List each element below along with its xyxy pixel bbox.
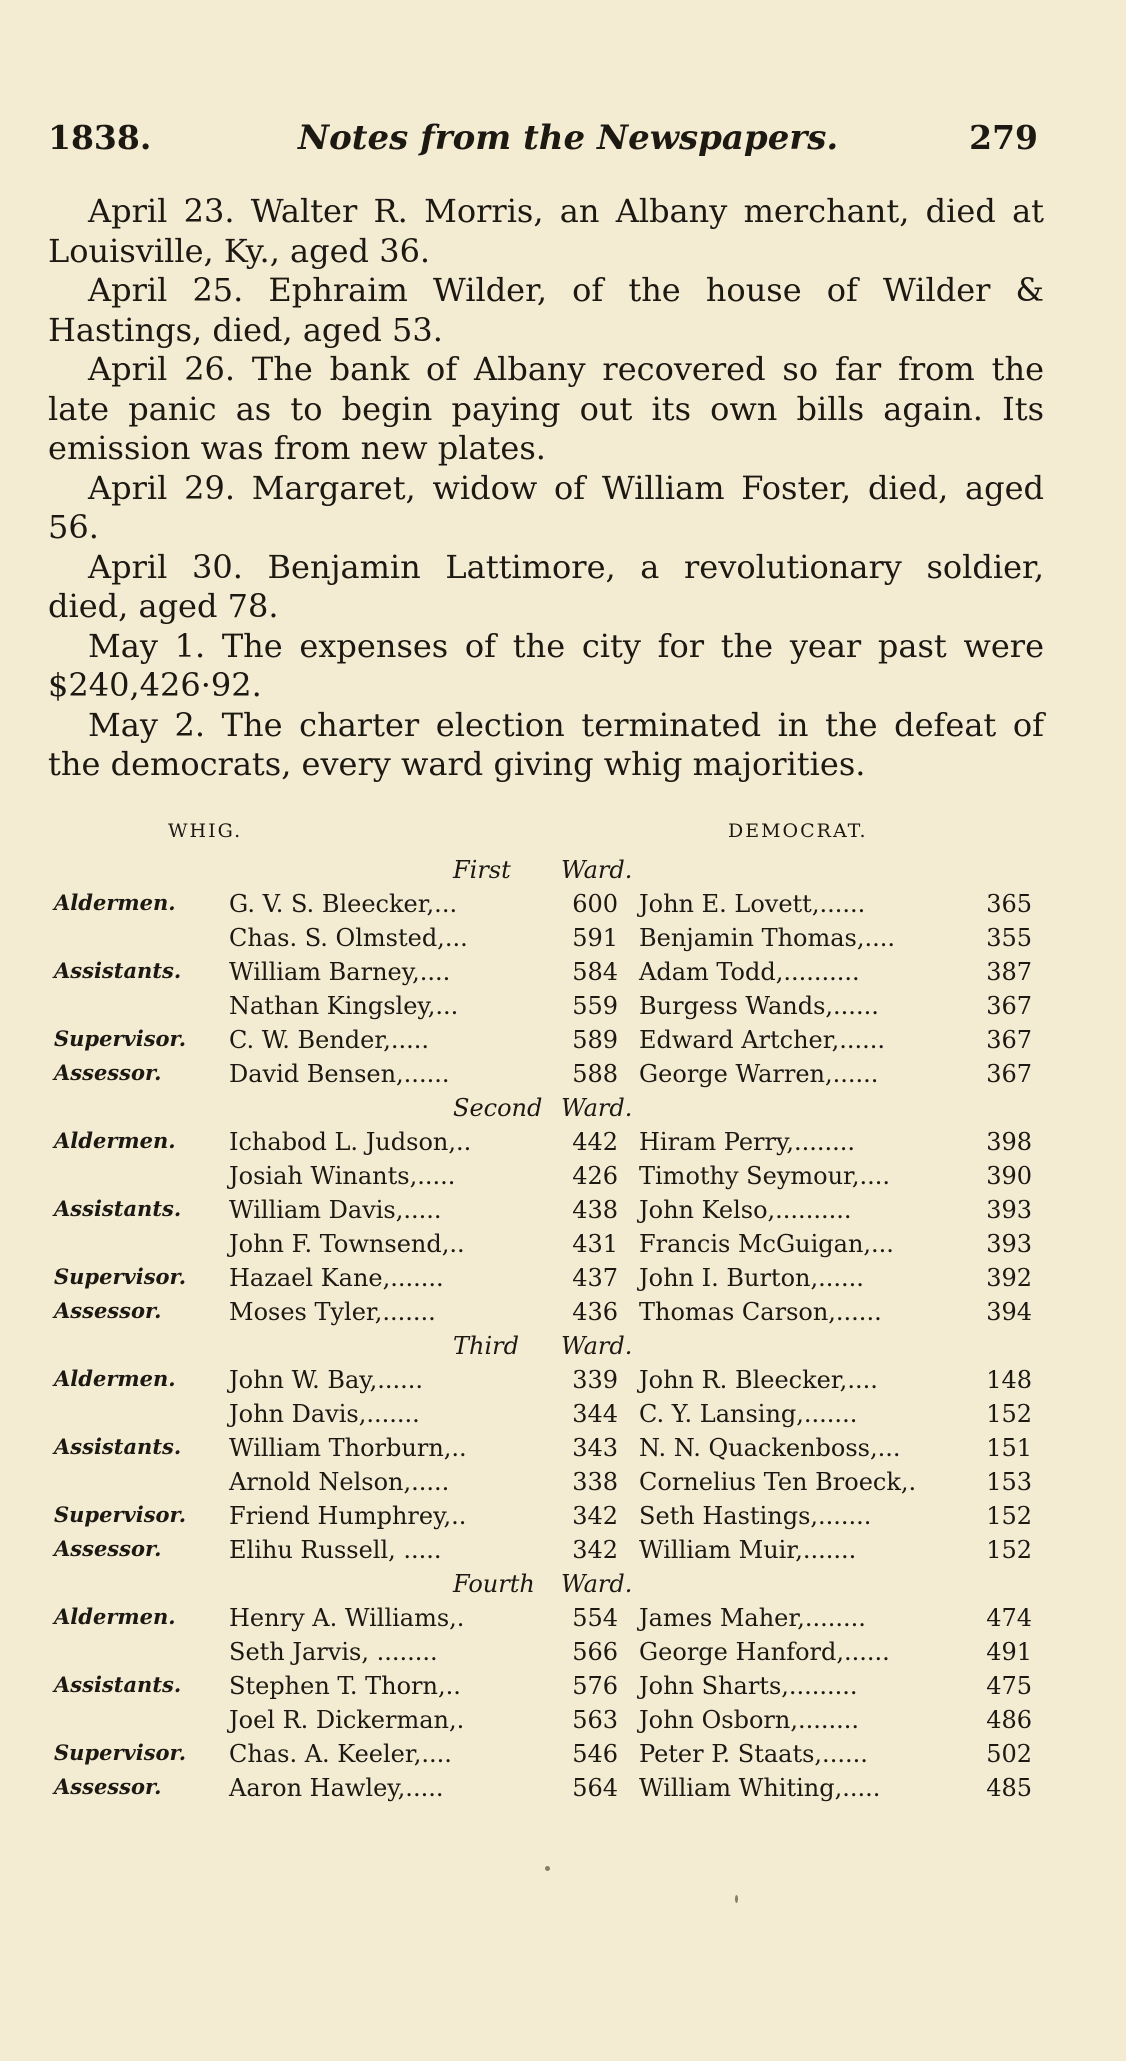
table-row (48, 1534, 1048, 1568)
democrat-candidate: Peter P. Staats,...... (639, 1740, 868, 1768)
democrat-candidate: George Hanford,...... (639, 1638, 890, 1666)
office-label: Supervisor. (54, 1740, 186, 1765)
democrat-votes: 365 (986, 890, 1032, 918)
whig-candidate: Henry A. Williams,. (229, 1604, 465, 1632)
democrat-votes: 475 (986, 1672, 1032, 1700)
whig-votes: 566 (572, 1638, 618, 1666)
whig-votes: 339 (572, 1366, 618, 1394)
body-text (48, 192, 1044, 785)
democrat-votes: 485 (986, 1774, 1032, 1802)
democrat-candidate: John I. Burton,...... (639, 1264, 864, 1292)
table-row (48, 922, 1048, 956)
office-label: Assessor. (54, 1536, 162, 1561)
table-row (48, 1602, 1048, 1636)
table-row (48, 1126, 1048, 1160)
table-row (48, 1772, 1048, 1806)
democrat-candidate: Seth Hastings,....... (639, 1502, 872, 1530)
whig-candidate: Josiah Winants,..... (229, 1162, 456, 1190)
office-label: Aldermen. (54, 1366, 176, 1391)
paragraph: April 26. The bank of Albany recovered so far from the late panic as to begin paying out its own bills again. Its emission was from new plates. (48, 350, 1044, 467)
office-label: Assistants. (54, 1196, 182, 1221)
democrat-votes: 393 (986, 1230, 1032, 1258)
ward-title: Fourth Ward. (453, 1570, 633, 1598)
democrat-votes: 152 (986, 1536, 1032, 1564)
democrat-votes: 486 (986, 1706, 1032, 1734)
table-row (48, 956, 1048, 990)
paragraph: April 25. Ephraim Wilder, of the house of Wilder & Hastings, died, aged 53. (48, 271, 1044, 349)
table-row (48, 1262, 1048, 1296)
whig-candidate: Hazael Kane,....... (229, 1264, 444, 1292)
whig-votes: 342 (572, 1502, 618, 1530)
office-label: Assessor. (54, 1298, 162, 1323)
democrat-votes: 367 (986, 992, 1032, 1020)
democrat-candidate: John Kelso,.......... (639, 1196, 852, 1224)
header-title: Notes from the Newspapers. (298, 118, 839, 158)
ward-fourth (48, 1568, 1048, 1806)
democrat-candidate: John Osborn,........ (639, 1706, 860, 1734)
paragraph: May 1. The expenses of the city for the year past were $240,426·92. (48, 626, 1044, 704)
democrat-candidate: Benjamin Thomas,.... (639, 924, 896, 952)
whig-column-header: WHIG. (168, 820, 243, 842)
table-row (48, 1704, 1048, 1738)
table-row (48, 1364, 1048, 1398)
table-row (48, 1160, 1048, 1194)
whig-votes: 584 (572, 958, 618, 986)
whig-candidate: C. W. Bender,..... (229, 1026, 429, 1054)
democrat-votes: 502 (986, 1740, 1032, 1768)
ward-title: Third Ward. (453, 1332, 633, 1360)
office-label: Aldermen. (54, 1604, 176, 1629)
ward-title: First Ward. (453, 856, 633, 884)
democrat-votes: 491 (986, 1638, 1032, 1666)
office-label: Assessor. (54, 1060, 162, 1085)
whig-candidate: Aaron Hawley,..... (229, 1774, 444, 1802)
whig-votes: 426 (572, 1162, 618, 1190)
table-row (48, 1228, 1048, 1262)
whig-votes: 559 (572, 992, 618, 1020)
democrat-candidate: Thomas Carson,...... (639, 1298, 882, 1326)
office-label: Assistants. (54, 1672, 182, 1697)
office-label: Supervisor. (54, 1026, 186, 1051)
office-label: Aldermen. (54, 1128, 176, 1153)
democrat-votes: 152 (986, 1502, 1032, 1530)
democrat-candidate: William Muir,....... (639, 1536, 857, 1564)
whig-candidate: Joel R. Dickerman,. (229, 1706, 465, 1734)
democrat-candidate: William Whiting,..... (639, 1774, 881, 1802)
office-label: Aldermen. (54, 890, 176, 915)
whig-votes: 576 (572, 1672, 618, 1700)
democrat-votes: 398 (986, 1128, 1032, 1156)
whig-votes: 343 (572, 1434, 618, 1462)
office-label: Supervisor. (54, 1502, 186, 1527)
whig-votes: 591 (572, 924, 618, 952)
democrat-votes: 393 (986, 1196, 1032, 1224)
office-label: Assessor. (54, 1774, 162, 1799)
democrat-candidate: Timothy Seymour,.... (639, 1162, 891, 1190)
whig-candidate: Arnold Nelson,..... (229, 1468, 450, 1496)
paragraph: April 30. Benjamin Lattimore, a revolutionary soldier, died, aged 78. (48, 547, 1044, 625)
whig-candidate: Friend Humphrey,.. (229, 1502, 467, 1530)
office-label: Assistants. (54, 958, 182, 983)
table-row (48, 990, 1048, 1024)
ward-first (48, 854, 1048, 1092)
whig-candidate: Nathan Kingsley,... (229, 992, 459, 1020)
democrat-votes: 390 (986, 1162, 1032, 1190)
paper-speck (735, 1895, 738, 1903)
whig-votes: 438 (572, 1196, 618, 1224)
democrat-candidate: Francis McGuigan,... (639, 1230, 894, 1258)
democrat-votes: 367 (986, 1026, 1032, 1054)
table-row (48, 1636, 1048, 1670)
table-row (48, 1194, 1048, 1228)
whig-candidate: Seth Jarvis, ........ (229, 1638, 438, 1666)
whig-candidate: John Davis,....... (229, 1400, 420, 1428)
democrat-votes: 474 (986, 1604, 1032, 1632)
table-row (48, 1466, 1048, 1500)
table-row (48, 1398, 1048, 1432)
paper-speck (545, 1866, 550, 1871)
democrat-votes: 355 (986, 924, 1032, 952)
whig-votes: 589 (572, 1026, 618, 1054)
whig-candidate: Stephen T. Thorn,.. (229, 1672, 461, 1700)
ward-second (48, 1092, 1048, 1330)
whig-candidate: William Davis,..... (229, 1196, 442, 1224)
democrat-votes: 151 (986, 1434, 1032, 1462)
whig-candidate: Chas. A. Keeler,.... (229, 1740, 452, 1768)
table-row (48, 1738, 1048, 1772)
office-label: Assistants. (54, 1434, 182, 1459)
whig-votes: 344 (572, 1400, 618, 1428)
page-number: 279 (969, 118, 1038, 157)
democrat-candidate: N. N. Quackenboss,... (639, 1434, 901, 1462)
democrat-candidate: Edward Artcher,...... (639, 1026, 885, 1054)
democrat-candidate: John E. Lovett,...... (639, 890, 866, 918)
democrat-candidate: Adam Todd,.......... (639, 958, 860, 986)
whig-votes: 338 (572, 1468, 618, 1496)
democrat-column-header: DEMOCRAT. (728, 820, 868, 842)
whig-votes: 442 (572, 1128, 618, 1156)
ward-third (48, 1330, 1048, 1568)
democrat-candidate: Hiram Perry,........ (639, 1128, 856, 1156)
whig-votes: 600 (572, 890, 618, 918)
democrat-candidate: George Warren,...... (639, 1060, 879, 1088)
whig-votes: 588 (572, 1060, 618, 1088)
democrat-votes: 153 (986, 1468, 1032, 1496)
democrat-candidate: C. Y. Lansing,....... (639, 1400, 858, 1428)
democrat-votes: 152 (986, 1400, 1032, 1428)
table-row (48, 1058, 1048, 1092)
whig-candidate: Elihu Russell, ..... (229, 1536, 442, 1564)
running-head (48, 118, 1048, 164)
whig-candidate: G. V. S. Bleecker,... (229, 890, 458, 918)
whig-votes: 437 (572, 1264, 618, 1292)
table-row (48, 1670, 1048, 1704)
paragraph: April 23. Walter R. Morris, an Albany merchant, died at Louisville, Ky., aged 36. (48, 192, 1044, 270)
whig-votes: 431 (572, 1230, 618, 1258)
header-year: 1838. (48, 118, 152, 157)
whig-candidate: Chas. S. Olmsted,... (229, 924, 468, 952)
table-row (48, 1432, 1048, 1466)
whig-candidate: John F. Townsend,.. (229, 1230, 465, 1258)
whig-candidate: Moses Tyler,....... (229, 1298, 436, 1326)
democrat-votes: 367 (986, 1060, 1032, 1088)
democrat-votes: 387 (986, 958, 1032, 986)
whig-candidate: David Bensen,...... (229, 1060, 450, 1088)
office-label: Supervisor. (54, 1264, 186, 1289)
paragraph: May 2. The charter election terminated in the defeat of the democrats, every ward giving whig majorities. (48, 705, 1044, 783)
whig-candidate: William Thorburn,.. (229, 1434, 467, 1462)
democrat-candidate: Burgess Wands,...... (639, 992, 879, 1020)
democrat-candidate: John R. Bleecker,.... (639, 1366, 878, 1394)
whig-candidate: William Barney,.... (229, 958, 451, 986)
democrat-votes: 392 (986, 1264, 1032, 1292)
whig-candidate: Ichabod L. Judson,.. (229, 1128, 472, 1156)
democrat-votes: 394 (986, 1298, 1032, 1326)
whig-votes: 342 (572, 1536, 618, 1564)
democrat-candidate: John Sharts,......... (639, 1672, 858, 1700)
table-row (48, 1296, 1048, 1330)
paragraph: April 29. Margaret, widow of William Foster, died, aged 56. (48, 468, 1044, 546)
table-row (48, 888, 1048, 922)
whig-votes: 546 (572, 1740, 618, 1768)
democrat-candidate: Cornelius Ten Broeck,. (639, 1468, 917, 1496)
whig-votes: 554 (572, 1604, 618, 1632)
whig-votes: 564 (572, 1774, 618, 1802)
table-row (48, 1500, 1048, 1534)
democrat-votes: 148 (986, 1366, 1032, 1394)
whig-votes: 563 (572, 1706, 618, 1734)
table-row (48, 1024, 1048, 1058)
ward-title: Second Ward. (453, 1094, 633, 1122)
democrat-candidate: James Maher,........ (639, 1604, 866, 1632)
whig-candidate: John W. Bay,...... (229, 1366, 424, 1394)
whig-votes: 436 (572, 1298, 618, 1326)
